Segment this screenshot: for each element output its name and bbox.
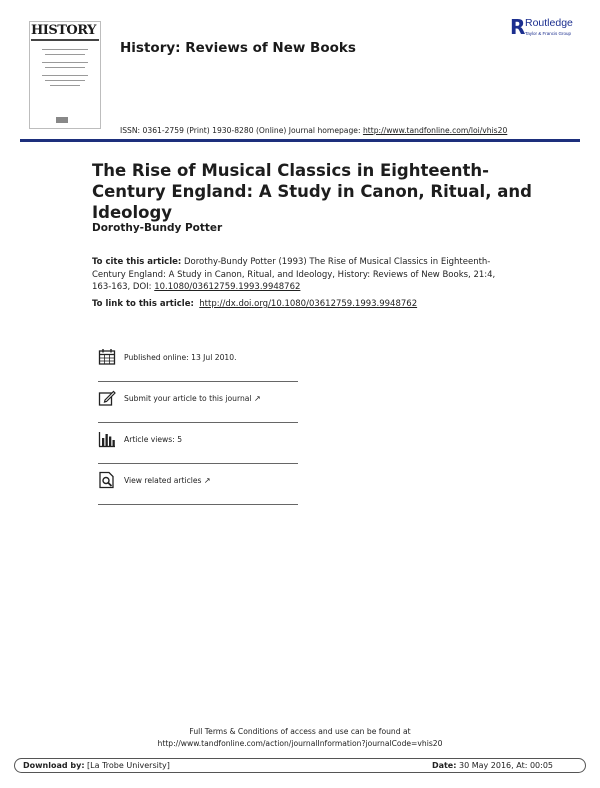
cover-text-line [42, 62, 88, 63]
publisher-tagline: Taylor & Francis Group [525, 31, 572, 36]
external-link-icon: ↗ [203, 476, 211, 485]
article-author: Dorothy-Bundy Potter [92, 222, 223, 234]
terms-text: Full Terms & Conditions of access and use can be found at [189, 727, 411, 736]
cover-text-line [45, 80, 85, 81]
doi-link[interactable]: 10.1080/03612759.1993.9948762 [154, 282, 301, 292]
cover-publisher-mark [56, 117, 68, 123]
article-url-link[interactable]: http://dx.doi.org/10.1080/03612759.1993.9948762 [199, 299, 418, 309]
download-by: Download by: [La Trobe University] [23, 761, 170, 770]
article-views-row [98, 430, 298, 470]
cover-text-line [42, 49, 88, 50]
journal-cover-thumbnail [29, 21, 101, 129]
citation [92, 256, 512, 294]
submit-article-row[interactable] [98, 389, 298, 429]
journal-homepage-link[interactable]: http://www.tandfonline.com/loi/vhis20 [362, 126, 508, 135]
issn-line [120, 126, 507, 135]
journal-title[interactable]: History: Reviews of New Books [120, 40, 356, 56]
cover-logo: HISTORY [31, 23, 99, 41]
cover-text-line [45, 54, 85, 55]
download-info-bar [14, 758, 586, 773]
published-online-text: Published online: 13 Jul 2010. [124, 353, 237, 362]
calendar-icon [98, 348, 116, 366]
published-online-row [98, 348, 298, 388]
cover-text-line [45, 67, 85, 68]
publisher-logo [510, 16, 590, 42]
citation-label: To cite this article: [92, 257, 182, 267]
download-date: Date: 30 May 2016, At: 00:05 [431, 761, 553, 770]
related-articles-row[interactable] [98, 471, 298, 511]
link-label: To link to this article: [92, 299, 194, 309]
cover-text-line [42, 75, 88, 76]
routledge-logo-icon: R [510, 15, 526, 39]
publisher-name: Routledge [525, 17, 573, 29]
info-divider [98, 504, 298, 505]
bar-chart-icon [98, 430, 116, 448]
edit-icon [98, 389, 116, 407]
issn-text: ISSN: 0361-2759 (Print) 1930-8280 (Online) Journal homepage: [120, 126, 363, 135]
info-divider [98, 381, 298, 382]
article-title[interactable]: The Rise of Musical Classics in Eighteenth-Century England: A Study in Canon, Ritual, and Ideology [92, 161, 532, 222]
terms-link[interactable]: http://www.tandfonline.com/action/journalInformation?journalCode=vhis20 [157, 739, 443, 748]
terms-notice [0, 726, 600, 750]
search-document-icon [98, 471, 116, 489]
article-link [92, 299, 417, 309]
submit-article-link[interactable]: Submit your article to this journal ↗ [124, 394, 261, 403]
info-divider [98, 422, 298, 423]
article-views-text: Article views: 5 [124, 435, 183, 444]
citation-text: Dorothy-Bundy Potter (1993) The Rise of Musical Classics in Eighteenth-Century England: A Study in Canon, Ritual, and Ideology, History: Reviews of New Books, 21:4, 163-163, DOI: [92, 257, 496, 292]
related-articles-link[interactable]: View related articles ↗ [124, 476, 211, 485]
cover-text-line [50, 85, 80, 86]
info-divider [98, 463, 298, 464]
header-divider [20, 139, 580, 142]
external-link-icon: ↗ [253, 394, 261, 403]
